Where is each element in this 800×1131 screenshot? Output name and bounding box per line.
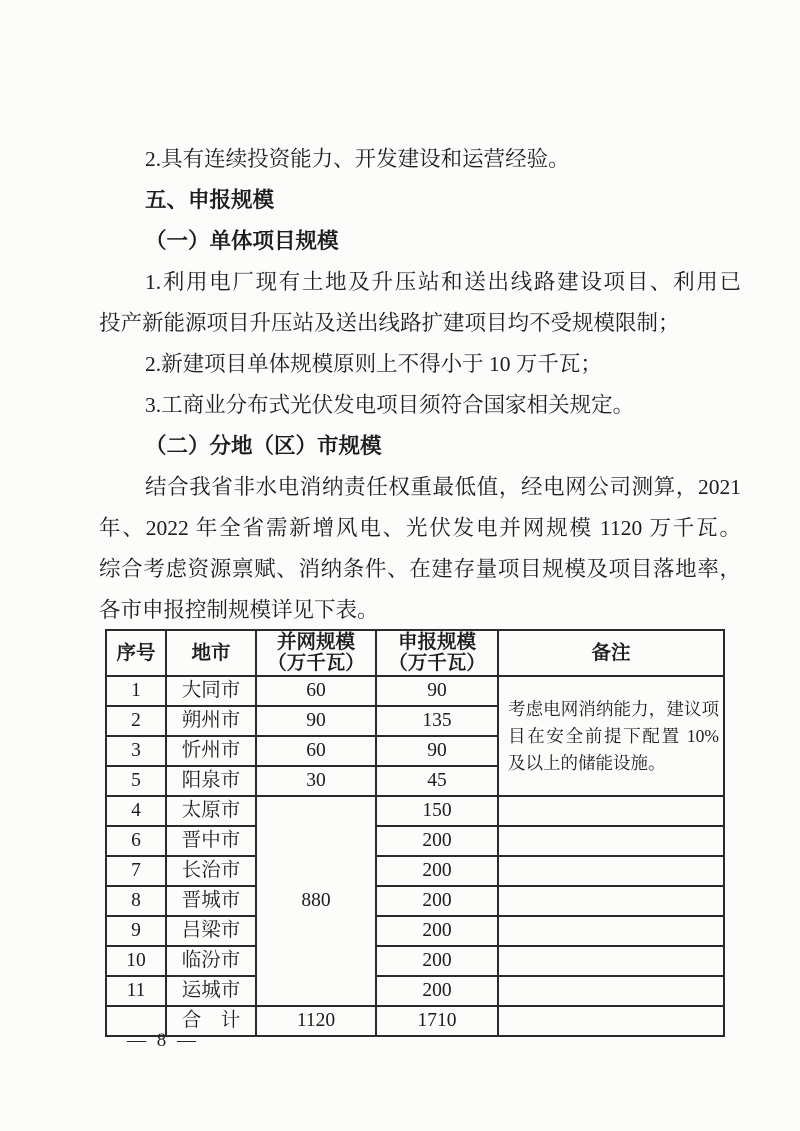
cell-city: 晋城市 — [166, 886, 256, 916]
cell-apply: 90 — [376, 736, 498, 766]
cell-remark-empty — [498, 856, 724, 886]
cell-city: 运城市 — [166, 976, 256, 1006]
header-city: 地市 — [166, 630, 256, 676]
para-plant-land-line1: 1.利用电厂现有土地及升压站和送出线路建设项目、利用已 — [145, 270, 741, 294]
table-header-row — [106, 630, 724, 676]
cell-grid: 60 — [256, 736, 376, 766]
cell-remark-empty — [498, 1006, 724, 1036]
cell-apply: 200 — [376, 916, 498, 946]
cell-index: 7 — [106, 856, 166, 886]
table-row — [106, 976, 724, 1006]
header-apply-scale — [376, 630, 498, 676]
cell-grid: 30 — [256, 766, 376, 796]
cell-city: 晋中市 — [166, 826, 256, 856]
cell-city: 吕梁市 — [166, 916, 256, 946]
cell-remark-note: 考虑电网消纳能力，建议项目在安全前提下配置 10%及以上的储能设施。 — [498, 676, 724, 796]
cell-total-label: 合 计 — [166, 1006, 256, 1036]
header-apply-scale-line1: 申报规模 — [397, 632, 476, 653]
cell-apply: 200 — [376, 886, 498, 916]
cell-city: 阳泉市 — [166, 766, 256, 796]
cell-apply: 90 — [376, 676, 498, 706]
cell-city: 太原市 — [166, 796, 256, 826]
cell-remark-empty — [498, 886, 724, 916]
table-row — [106, 676, 724, 706]
heading-single-project-scale: （一）单体项目规模 — [145, 229, 339, 253]
cell-index: 4 — [106, 796, 166, 826]
header-grid-scale — [256, 630, 376, 676]
cell-remark-empty — [498, 796, 724, 826]
header-index: 序号 — [106, 630, 166, 676]
para-distributed-pv-rule: 3.工商业分布式光伏发电项目须符合国家相关规定。 — [145, 393, 635, 417]
para-new-project-minimum: 2.新建项目单体规模原则上不得小于 10 万千瓦； — [145, 352, 602, 376]
table-row — [106, 856, 724, 886]
cell-apply: 45 — [376, 766, 498, 796]
table-row — [106, 916, 724, 946]
heading-application-scale: 五、申报规模 — [145, 188, 275, 212]
cell-index: 1 — [106, 676, 166, 706]
cell-index: 9 — [106, 916, 166, 946]
table-row — [106, 946, 724, 976]
header-grid-scale-line1: 并网规模 — [276, 632, 355, 653]
cell-city: 忻州市 — [166, 736, 256, 766]
header-apply-scale-line2: （万千瓦） — [388, 653, 486, 674]
cell-apply: 200 — [376, 826, 498, 856]
cell-remark-empty — [498, 826, 724, 856]
cell-index: 5 — [106, 766, 166, 796]
table-row — [106, 826, 724, 856]
cell-grid-merged: 880 — [256, 796, 376, 1006]
heading-regional-scale: （二）分地（区）市规模 — [145, 434, 382, 458]
cell-index: 10 — [106, 946, 166, 976]
cell-index: 11 — [106, 976, 166, 1006]
cell-grid-total: 1120 — [256, 1006, 376, 1036]
cell-index: 2 — [106, 706, 166, 736]
cell-index: 8 — [106, 886, 166, 916]
cell-apply: 150 — [376, 796, 498, 826]
cell-remark-empty — [498, 946, 724, 976]
cell-city: 朔州市 — [166, 706, 256, 736]
city-scale-table-container — [105, 629, 725, 1037]
cell-city: 长治市 — [166, 856, 256, 886]
para-grid-calc-line1: 结合我省非水电消纳责任权重最低值，经电网公司测算，2021 — [145, 475, 741, 499]
cell-apply: 200 — [376, 856, 498, 886]
header-grid-scale-line2: （万千瓦） — [267, 653, 365, 674]
table-row — [106, 796, 724, 826]
cell-apply: 200 — [376, 946, 498, 976]
cell-remark-empty — [498, 976, 724, 1006]
cell-city: 临汾市 — [166, 946, 256, 976]
cell-apply: 135 — [376, 706, 498, 736]
cell-index: 6 — [106, 826, 166, 856]
cell-remark-empty — [498, 916, 724, 946]
para-plant-land-line2: 投产新能源项目升压站及送出线路扩建项目均不受规模限制； — [99, 311, 680, 335]
cell-grid: 90 — [256, 706, 376, 736]
cell-index: 3 — [106, 736, 166, 766]
cell-apply-total: 1710 — [376, 1006, 498, 1036]
para-grid-calc-line2: 年、2022 年全省需新增风电、光伏发电并网规模 1120 万千瓦。 — [99, 516, 741, 540]
para-table-intro: 各市申报控制规模详见下表。 — [99, 598, 379, 622]
para-investment-experience: 2.具有连续投资能力、开发建设和运营经验。 — [145, 147, 570, 171]
cell-city: 大同市 — [166, 676, 256, 706]
body-text — [99, 139, 741, 631]
header-remark: 备注 — [498, 630, 724, 676]
table-row — [106, 886, 724, 916]
para-grid-calc-line3: 综合考虑资源禀赋、消纳条件、在建存量项目规模及项目落地率， — [99, 557, 741, 581]
cell-grid: 60 — [256, 676, 376, 706]
cell-apply: 200 — [376, 976, 498, 1006]
city-scale-table — [105, 629, 725, 1037]
page-number: — 8 — — [127, 1030, 199, 1051]
